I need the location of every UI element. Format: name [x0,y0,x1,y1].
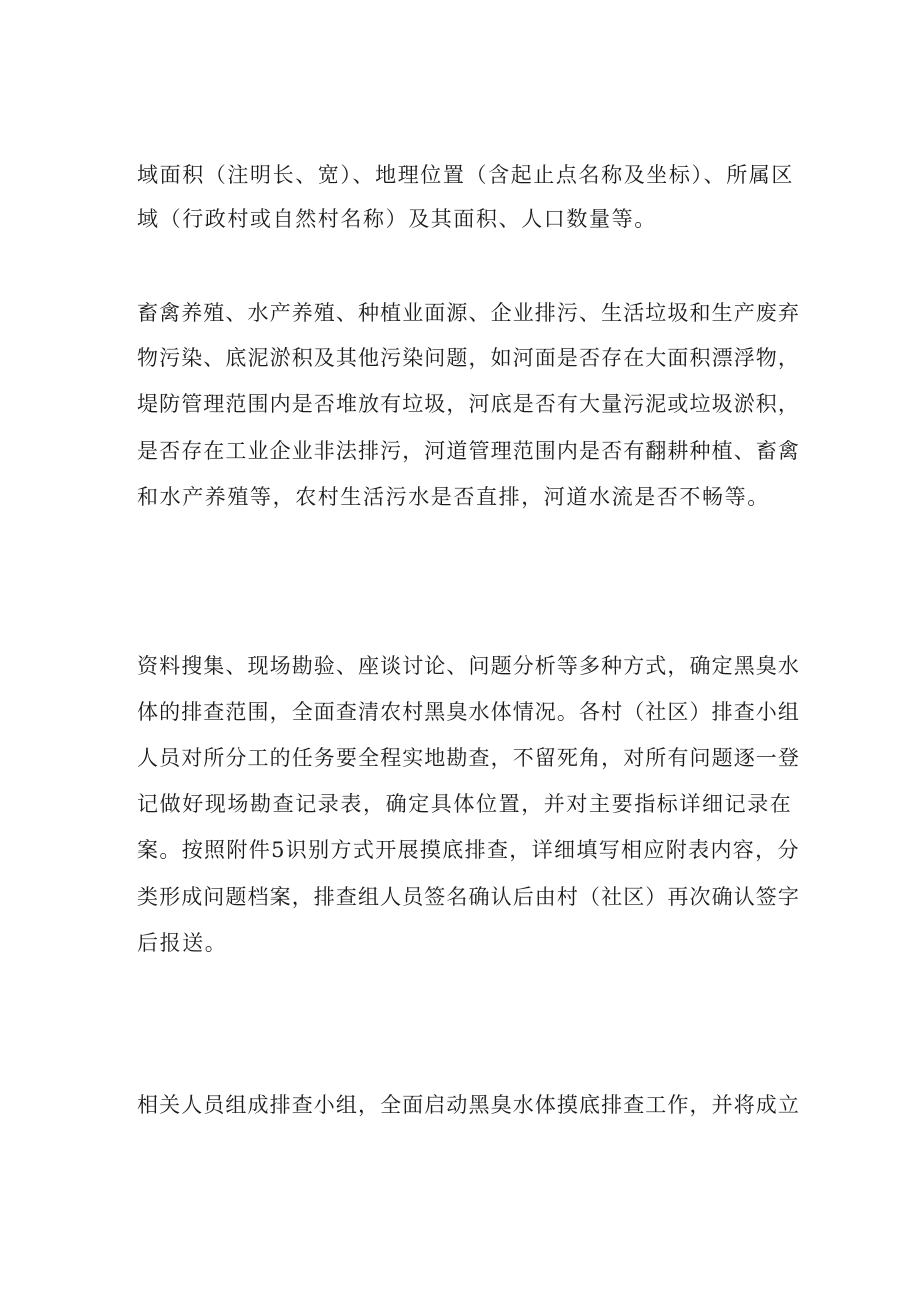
paragraph-2-line-1 [183,254,843,284]
paragraph-3-line-4: 人员对所分工的任务要全程实地勘查，不留死角，对所有问题逐一登 [137,746,800,770]
paragraph-3-line-1 [183,605,843,635]
section-heading-4 [183,984,843,1014]
paragraph-2-line-4: 堤防管理范围内是否堆放有垃圾，河底是否有大量污泥或垃圾淤积， [137,392,800,416]
paragraph-3-line-7: 类形成问题档案，排查组人员签名确认后由村（社区）再次确认签字 [137,885,800,909]
paragraph-3-line-2: 资料搜集、现场勘验、座谈讨论、问题分析等多种方式，确定黑臭水 [137,654,800,678]
paragraph-2-line-3: 物污染、底泥淤积及其他污染问题，如河面是否存在大面积漂浮物， [137,346,800,370]
paragraph-2-line-6: 和水产养殖等，农村生活污水是否直排，河道水流是否不畅等。 [137,485,770,509]
paragraph-4-line-1 [183,1042,843,1072]
paragraph-1-line-2: 域（行政村或自然村名称）及其面积、人口数量等。 [137,207,657,231]
paragraph-3-line-8: 后报送。 [137,931,228,955]
paragraph-1-line-1: 域面积（注明长、宽）、地理位置（含起止点名称及坐标）、所属区 [137,163,794,187]
paragraph-2-line-5: 是否存在工业企业非法排污，河道管理范围内是否有翻耕种植、畜禽 [137,439,800,463]
paragraph-3-line-3: 体的排查范围，全面查清农村黑臭水体情况。各村（社区）排查小组 [137,700,800,724]
paragraph-3-line-5: 记做好现场勘查记录表，确定具体位置，并对主要指标详细记录在 [137,792,793,816]
section-heading-3 [183,540,843,570]
paragraph-2-line-2: 畜禽养殖、水产养殖、种植业面源、企业排污、生活垃圾和生产废弃 [137,301,800,325]
paragraph-3-line-6: 案。按照附件5识别方式开展摸底排查，详细填写相应附表内容，分 [137,838,800,862]
paragraph-4-line-2: 相关人员组成排查小组，全面启动黑臭水体摸底排查工作，并将成立 [137,1093,800,1117]
